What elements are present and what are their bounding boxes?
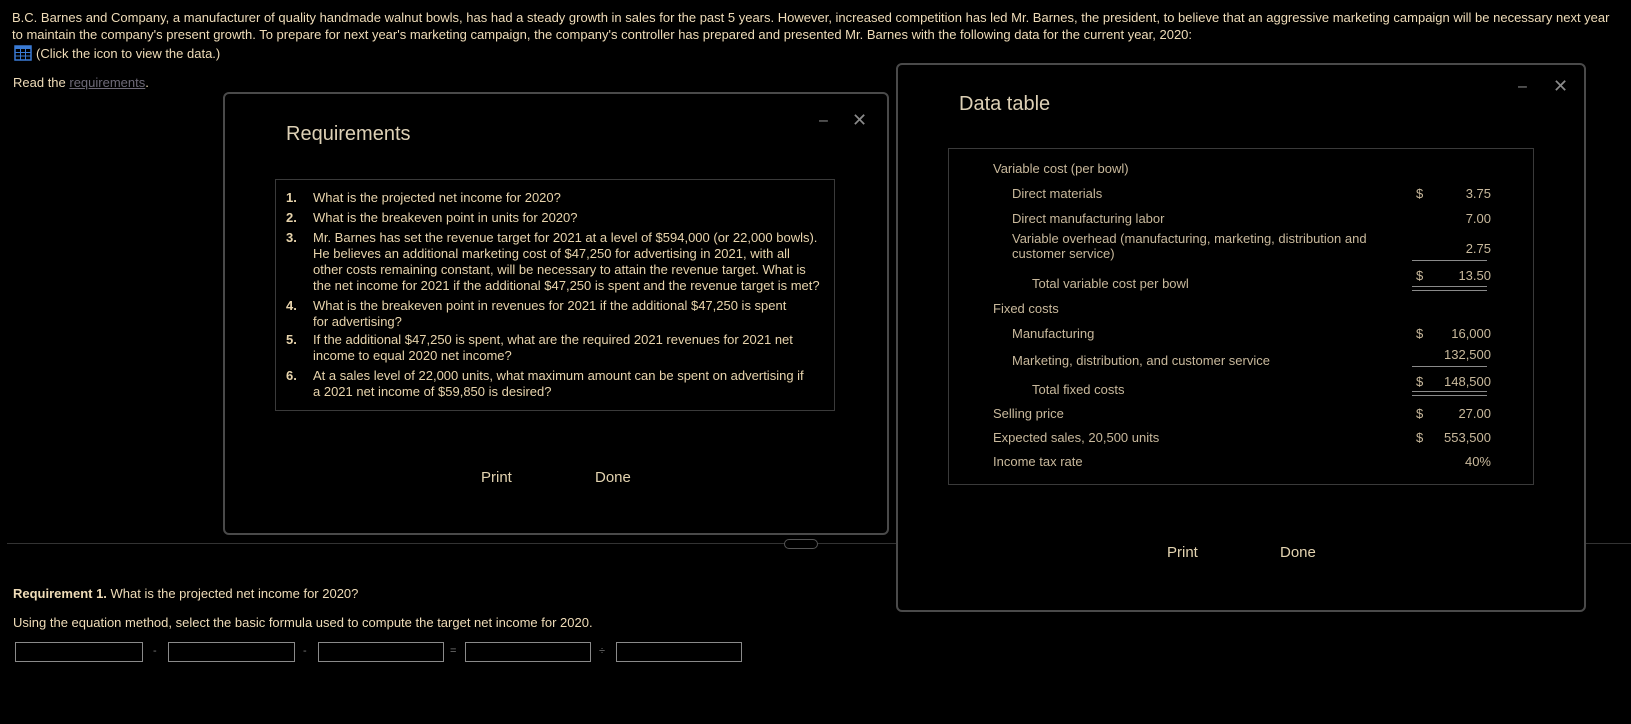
item-text: What is the breakeven point in revenues for 2021 if the additional $47,250 is spent for advertising?: [313, 298, 787, 329]
item-number: 1.: [286, 190, 297, 205]
total-fixed-dollar: $: [1416, 374, 1424, 389]
expected-sales-dollar: $: [1416, 430, 1424, 445]
requirement-text: What is the projected net income for 2020?: [106, 586, 359, 601]
direct-labor-label: Direct manufacturing labor: [1012, 211, 1165, 226]
read-prefix: Read the: [13, 75, 70, 90]
requirements-title: Requirements: [286, 123, 411, 145]
minimize-icon[interactable]: –: [1518, 78, 1527, 95]
requirement-label: Requirement 1.: [13, 586, 107, 601]
requirements-dialog: [223, 92, 889, 535]
fixed-costs-header: Fixed costs: [993, 301, 1059, 316]
manufacturing-dollar: $: [1416, 326, 1424, 341]
direct-labor-value: 7.00: [1465, 211, 1491, 226]
data-hint-text: (Click the icon to view the data.): [36, 45, 221, 61]
print-button[interactable]: Print: [1167, 544, 1198, 561]
manufacturing-value: 16,000: [1451, 326, 1491, 341]
requirements-link[interactable]: requirements: [69, 75, 146, 90]
expected-sales-label: Expected sales, 20,500 units: [993, 430, 1160, 445]
done-button[interactable]: Done: [595, 469, 631, 486]
close-icon[interactable]: ✕: [852, 110, 868, 130]
item-number: 2.: [286, 210, 297, 225]
selling-price-value: 27.00: [1458, 406, 1491, 421]
item-number: 3.: [286, 230, 297, 245]
item-number: 4.: [286, 298, 297, 313]
read-requirements-line: [13, 75, 149, 90]
print-button[interactable]: Print: [481, 469, 512, 486]
equation-operator-1: -: [153, 645, 157, 657]
subtotal-underline: [1412, 366, 1487, 367]
equation-dropdown-5[interactable]: [616, 642, 742, 662]
manufacturing-label: Manufacturing: [1012, 326, 1095, 341]
item-number: 6.: [286, 368, 297, 383]
item-number: 5.: [286, 332, 297, 347]
marketing-label: Marketing, distribution, and customer service: [1012, 353, 1270, 368]
selling-price-label: Selling price: [993, 406, 1064, 421]
selling-price-dollar: $: [1416, 406, 1424, 421]
equation-operator-2: -: [303, 645, 307, 657]
direct-materials-value: 3.75: [1465, 186, 1491, 201]
total-fixed-label: Total fixed costs: [1032, 382, 1125, 397]
divider-drag-handle[interactable]: [784, 539, 818, 549]
requirement-question: [13, 586, 358, 601]
item-text: At a sales level of 22,000 units, what maximum amount can be spent on advertising if a 2021 net income of $59,850 is desired?: [313, 368, 804, 399]
item-text: What is the breakeven point in units for 2020?: [313, 210, 578, 225]
data-table-icon[interactable]: [14, 45, 32, 61]
close-icon[interactable]: ✕: [1553, 76, 1569, 96]
requirements-list: [275, 179, 835, 411]
variable-overhead-value: 2.75: [1465, 241, 1491, 256]
data-hint-row: [14, 45, 220, 61]
done-button[interactable]: Done: [1280, 544, 1316, 561]
item-text: What is the projected net income for 2020?: [313, 190, 561, 205]
minimize-icon[interactable]: –: [819, 112, 828, 129]
total-fixed-value: 148,500: [1444, 374, 1491, 389]
total-variable-value: 13.50: [1458, 268, 1491, 283]
total-double-underline: [1412, 286, 1487, 291]
tax-rate-value: 40%: [1464, 454, 1491, 469]
data-table-dialog: [896, 63, 1586, 612]
equation-prompt: Using the equation method, select the basic formula used to compute the target net income for 2020.: [13, 615, 593, 630]
direct-materials-dollar: $: [1416, 186, 1424, 201]
marketing-value: 132,500: [1444, 347, 1491, 362]
variable-cost-header: Variable cost (per bowl): [993, 161, 1129, 176]
problem-intro: B.C. Barnes and Company, a manufacturer of quality handmade walnut bowls, has had a steady growth in sales for the past 5 years. However, increased competition has led Mr. Barnes, the president, to believe that an aggressive marketing campaign will be necessary next year to maintain the company's present growth. To prepare for next year's marketing campaign, the company's controller has prepared and presented Mr. Barnes with the following data for the current year, 2020:: [12, 10, 1610, 42]
equation-operator-4: ÷: [599, 645, 606, 657]
equation-dropdown-1[interactable]: [15, 642, 143, 662]
equation-dropdown-2[interactable]: [168, 642, 295, 662]
direct-materials-label: Direct materials: [1012, 186, 1103, 201]
cost-data-table: [948, 148, 1534, 485]
total-double-underline: [1412, 391, 1487, 396]
subtotal-underline: [1412, 260, 1487, 261]
expected-sales-value: 553,500: [1444, 430, 1491, 445]
variable-overhead-label: Variable overhead (manufacturing, marketing, distribution and customer service): [1012, 231, 1367, 261]
equation-dropdown-4[interactable]: [465, 642, 591, 662]
tax-rate-label: Income tax rate: [993, 454, 1083, 469]
total-variable-dollar: $: [1416, 268, 1424, 283]
data-table-title: Data table: [959, 93, 1051, 115]
equation-operator-3: =: [450, 645, 457, 657]
total-variable-label: Total variable cost per bowl: [1032, 276, 1189, 291]
item-text: Mr. Barnes has set the revenue target for 2021 at a level of $594,000 (or 22,000 bowls). He believes an additional marketing cost of $47,250 for advertising in 2021, with all other costs remaining constant, will be necessary to attain the revenue target. What is the net income for 2021 if the additional $47,250 is spent and the revenue target is met?: [313, 230, 820, 293]
item-text: If the additional $47,250 is spent, what are the required 2021 revenues for 2021 net income to equal 2020 net income?: [313, 332, 793, 363]
equation-dropdown-3[interactable]: [318, 642, 444, 662]
read-suffix: .: [145, 75, 149, 90]
